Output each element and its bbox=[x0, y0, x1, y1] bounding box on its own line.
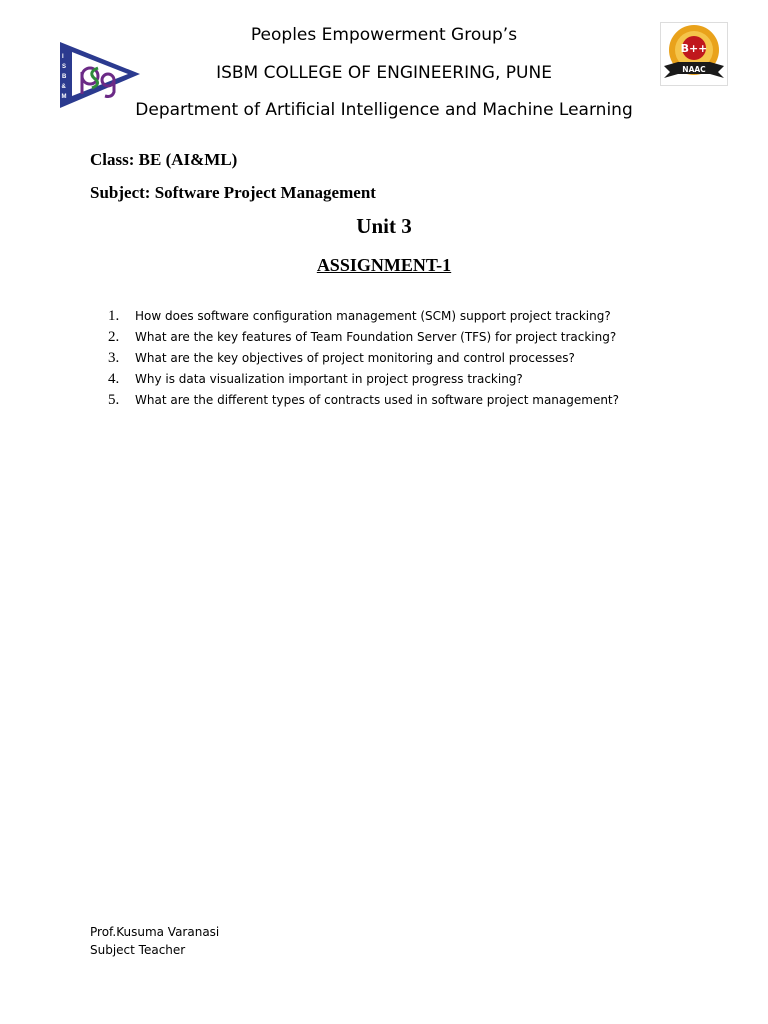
badge-grade: B++ bbox=[680, 42, 708, 55]
unit-title: Unit 3 bbox=[356, 214, 412, 238]
svg-text:S: S bbox=[62, 64, 67, 70]
question-item bbox=[108, 350, 619, 371]
header-college: ISBM COLLEGE OF ENGINEERING, PUNE bbox=[216, 63, 552, 83]
badge-label: NAAC bbox=[682, 65, 706, 74]
question-number: 1. bbox=[108, 308, 120, 324]
svg-text:B: B bbox=[62, 74, 67, 80]
question-item bbox=[108, 371, 619, 392]
question-item bbox=[108, 329, 619, 350]
class-line: Class: BE (AI&ML) bbox=[90, 150, 238, 169]
question-number: 4. bbox=[108, 371, 120, 387]
svg-text:&: & bbox=[61, 84, 66, 90]
teacher-role: Subject Teacher bbox=[90, 943, 186, 957]
svg-text:M: M bbox=[61, 94, 67, 100]
assignment-title: ASSIGNMENT-1 bbox=[316, 255, 452, 275]
teacher-name: Prof.Kusuma Varanasi bbox=[90, 925, 220, 939]
header-department: Department of Artificial Intelligence and Machine Learning bbox=[135, 100, 633, 120]
question-text: Why is data visualization important in project progress tracking? bbox=[135, 372, 523, 386]
question-number: 5. bbox=[108, 392, 120, 408]
question-item bbox=[108, 392, 619, 413]
question-text: What are the key objectives of project monitoring and control processes? bbox=[135, 351, 575, 365]
question-list bbox=[108, 308, 619, 413]
question-number: 3. bbox=[108, 350, 120, 366]
subject-line: Subject: Software Project Management bbox=[90, 183, 376, 202]
question-text: What are the key features of Team Foundation Server (TFS) for project tracking? bbox=[135, 330, 617, 344]
question-text: What are the different types of contracts used in software project management? bbox=[135, 393, 620, 407]
svg-text:I: I bbox=[62, 54, 64, 60]
header-organization: Peoples Empowerment Group’s bbox=[250, 25, 518, 45]
question-text: How does software configuration management (SCM) support project tracking? bbox=[135, 309, 611, 323]
question-number: 2. bbox=[108, 329, 120, 345]
question-item bbox=[108, 308, 619, 329]
